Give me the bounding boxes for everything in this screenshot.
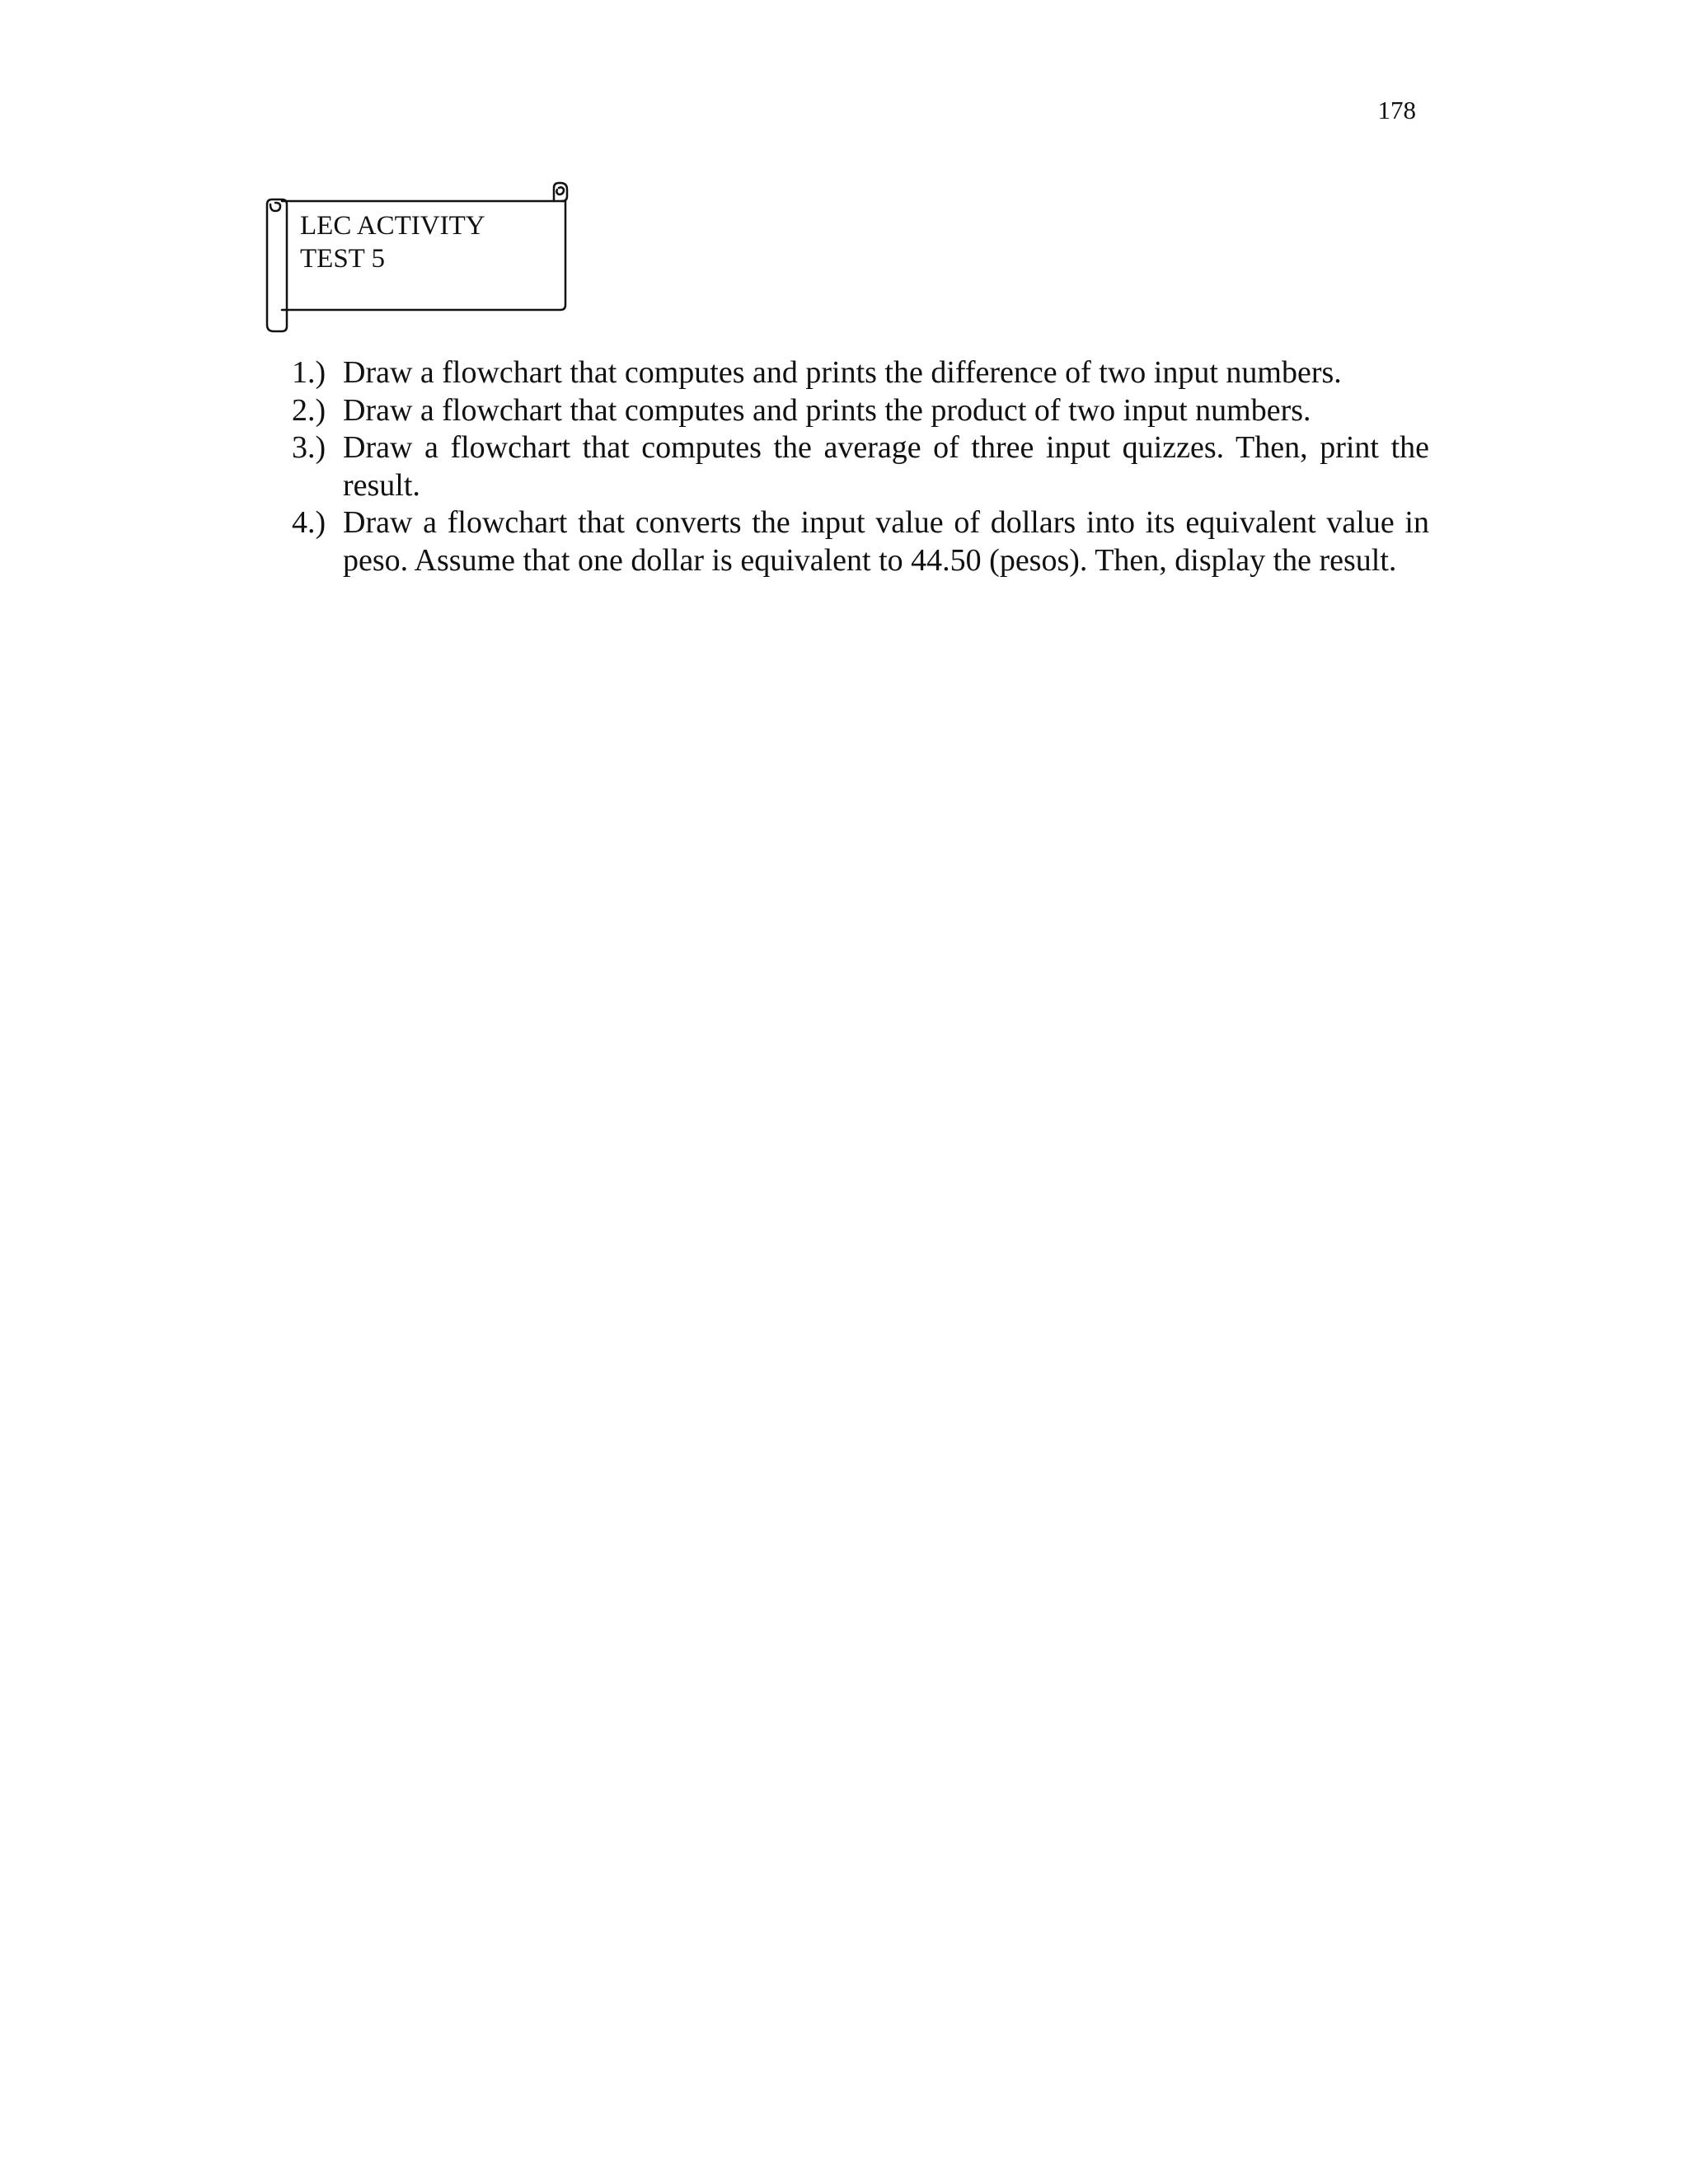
question-number: 4.) [292,505,326,540]
question-text: Draw a flowchart that computes the average of three input quizzes. Then, print the result. [343,430,1429,503]
question-text: Draw a flowchart that computes and prints the product of two input numbers. [343,392,1311,428]
scroll-banner [260,180,570,336]
question-list [292,354,1429,579]
banner-title: LEC ACTIVITY [300,211,485,241]
question-item [292,504,1429,579]
question-item [292,392,1429,430]
question-item [292,354,1429,392]
banner-text [300,209,485,275]
question-number: 2.) [292,392,326,428]
question-item [292,429,1429,504]
banner-subtitle: TEST 5 [300,244,385,274]
question-number: 1.) [292,355,326,390]
question-text: Draw a flowchart that converts the input value of dollars into its equivalent value in peso. Assume that one dollar is equivalent to 44.50 (pesos). Then, display the result. [343,505,1429,578]
question-number: 3.) [292,430,326,465]
question-text: Draw a flowchart that computes and prints the difference of two input numbers. [343,355,1342,390]
page-number: 178 [1377,96,1416,124]
